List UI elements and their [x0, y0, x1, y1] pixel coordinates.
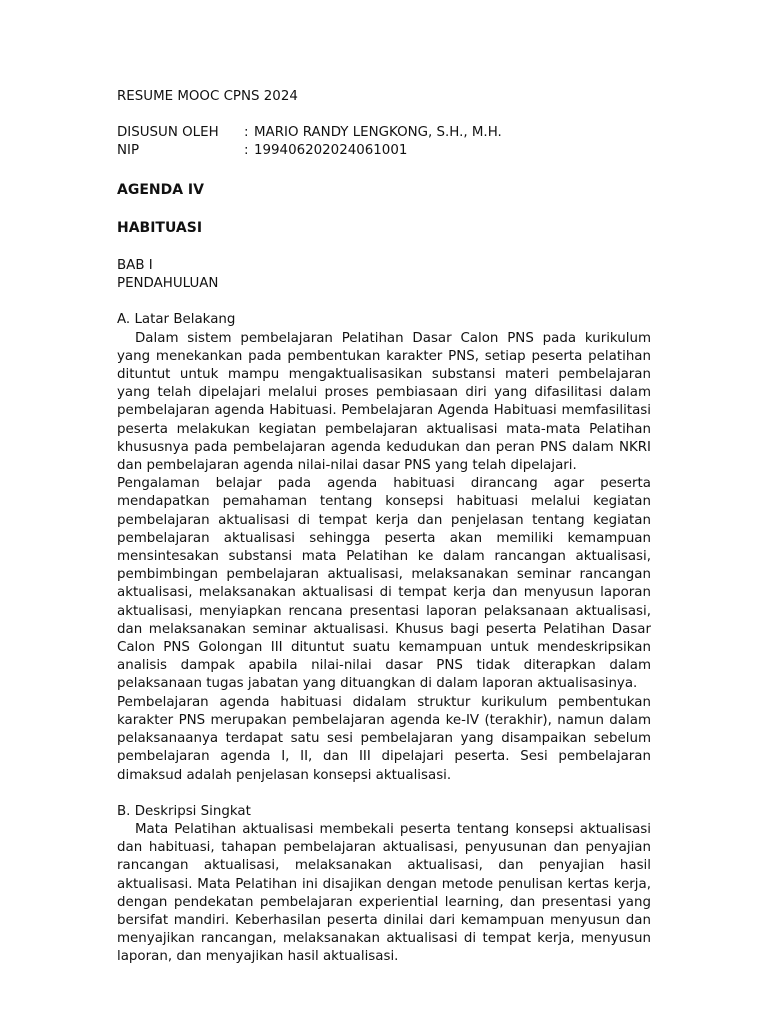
- document-title: RESUME MOOC CPNS 2024: [117, 89, 298, 104]
- agenda-heading: AGENDA IV: [117, 181, 204, 198]
- nip-value: 199406202024061001: [254, 143, 408, 159]
- nip-separator: :: [244, 143, 249, 159]
- chapter-label: BAB I: [117, 258, 153, 274]
- paragraph: Mata Pelatihan aktualisasi membekali peserta tentang konsepsi aktualisasi dan habituasi, tahapan pembelajaran aktualisasi, penyusunan dan penyajian rancangan aktualisasi, melaksanakan aktualisasi, dan penyajian hasil aktualisasi. Mata Pelatihan ini disajikan dengan metode penulisan kertas kerja, dengan pendekatan pembelajaran experiential learning, dan presentasi yang bersifat mandiri. Keberhasilan peserta dinilai dari kemampuan menyusun dan menyajikan rancangan, melaksanakan aktualisasi di tempat kerja, menyusun laporan, dan menyajikan hasil aktualisasi.: [117, 821, 651, 965]
- section-latar-belakang: [117, 311, 651, 784]
- author-value: MARIO RANDY LENGKONG, S.H., M.H.: [254, 125, 502, 141]
- paragraph: Dalam sistem pembelajaran Pelatihan Dasar Calon PNS pada kurikulum yang menekankan pada pembentukan karakter PNS, setiap peserta pelatihan dituntut untuk mampu mengaktualisasikan substansi materi pembelajaran yang telah dipelajari melalui proses pembiasaan diri yang difasilitasi dalam pembelajaran agenda Habituasi. Pembelajaran Agenda Habituasi memfasilitasi peserta melakukan kegiatan pembelajaran aktualisasi mata-mata Pelatihan khususnya pada pembelajaran agenda kedudukan dan peran PNS dalam NKRI dan pembelajaran agenda nilai-nilai dasar PNS yang telah dipelajari.: [117, 330, 651, 474]
- section-heading: A. Latar Belakang: [117, 312, 236, 328]
- nip-row: [117, 142, 651, 160]
- paragraph: Pengalaman belajar pada agenda habituasi dirancang agar peserta mendapatkan pemahaman tentang konsepsi habituasi melalui kegiatan pembelajaran aktualisasi di tempat kerja dan penjelasan tentang kegiatan pembelajaran aktualisasi sehingga peserta akan memiliki kemampuan mensintesakan substansi mata Pelatihan ke dalam rancangan aktualisasi, pembimbingan pembelajaran aktualisasi, melaksanakan seminar rancangan aktualisasi, melaksanakan aktualisasi di tempat kerja dan menyusun laporan aktualisasi, menyiapkan rencana presentasi laporan pelaksanaan aktualisasi, dan melaksanakan seminar aktualisasi. Khusus bagi peserta Pelatihan Dasar Calon PNS Golongan III dituntut suatu kemampuan untuk mendeskripsikan analisis dampak apabila nilai-nilai dasar PNS tidak diterapkan dalam pelaksanaan tugas jabatan yang dituangkan di dalam laporan aktualisasinya.: [117, 476, 651, 692]
- nip-label: NIP: [117, 143, 140, 159]
- document-page: [117, 88, 651, 967]
- topic-heading: HABITUASI: [117, 219, 203, 236]
- section-deskripsi-singkat: [117, 803, 651, 967]
- chapter-title: PENDAHULUAN: [117, 276, 219, 292]
- paragraph: Pembelajaran agenda habituasi didalam struktur kurikulum pembentukan karakter PNS merupakan pembelajaran agenda ke-IV (terakhir), namun dalam pelaksanaanya terdapat satu sesi pembelajaran yang disampaikan sebelum pembelajaran agenda I, II, dan III dipelajari peserta. Sesi pembelajaran dimaksud adalah penjelasan konsepsi aktualisasi.: [117, 694, 651, 783]
- author-separator: :: [244, 125, 249, 141]
- author-row: [117, 124, 651, 142]
- section-heading: B. Deskripsi Singkat: [117, 803, 251, 819]
- author-label: DISUSUN OLEH: [117, 125, 219, 141]
